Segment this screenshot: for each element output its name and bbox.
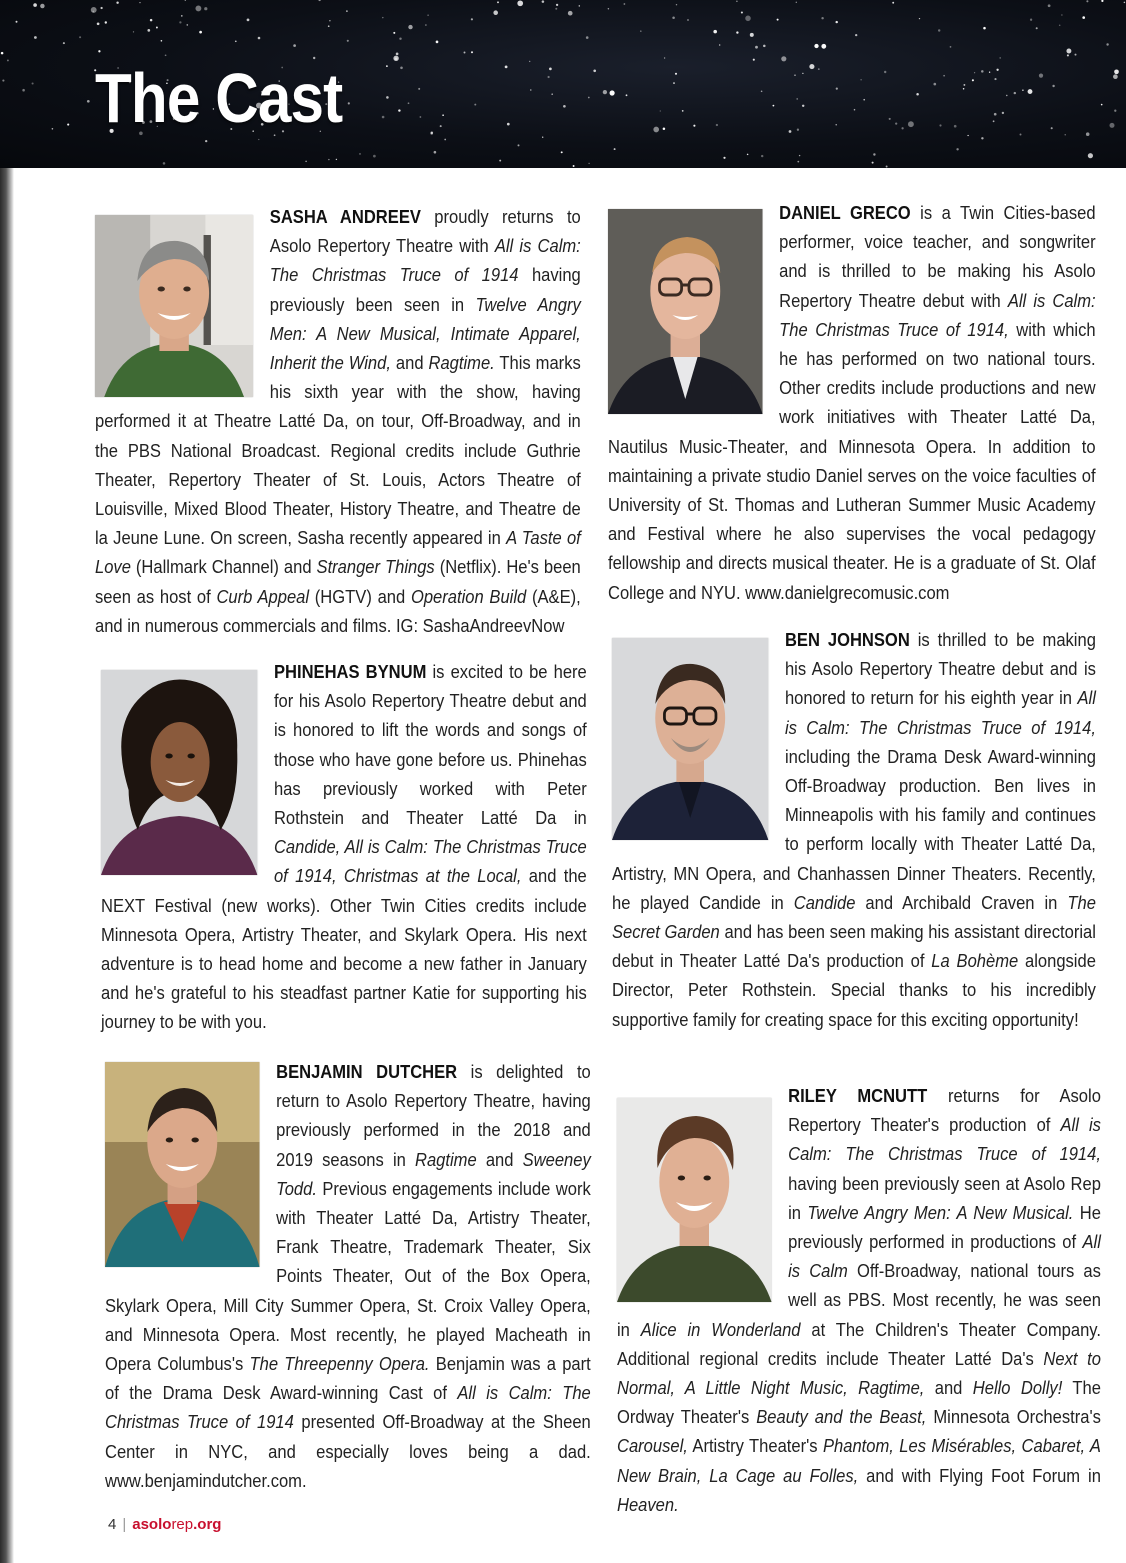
cast-bio-daniel-greco bbox=[608, 199, 1096, 608]
bio-text: and has been seen making his assistant directorial debut in Theater Latté Da's production of bbox=[612, 922, 1096, 972]
headshot-phinehas-bynum bbox=[101, 670, 257, 875]
work-title: All is Calm: The Christmas Truce of 1914 bbox=[105, 1383, 591, 1433]
bio-text: The Ordway Theater's bbox=[617, 1378, 1101, 1428]
headshot-ben-johnson bbox=[612, 638, 768, 840]
bio-text: (Netflix). He's been seen as host of bbox=[95, 557, 581, 607]
bio-text: is a Twin Cities-based performer, voice teacher, and songwriter and is thrilled to be making his Asolo Repertory Theatre debut with bbox=[779, 203, 1096, 311]
bio-text: and Archibald Craven in bbox=[855, 892, 1068, 913]
work-title: Hello Dolly! bbox=[972, 1378, 1063, 1399]
header-banner bbox=[0, 0, 1126, 168]
work-title: Next to Normal, A Little Night Music, Ragtime, bbox=[617, 1348, 1101, 1399]
cast-bio-phinehas-bynum bbox=[101, 658, 587, 1038]
cast-name: DANIEL GRECO bbox=[779, 203, 911, 223]
cast-name: BENJAMIN DUTCHER bbox=[276, 1062, 458, 1082]
bio-text: with which he has performed on two national tours. Other credits include productions and new work initiatives with Theater Latté Da, Nautilus Music-Theater, and Minnesota Opera. In addition to maintaining a private studio Daniel serves on the voice faculties of University of St. Thomas and Lutheran Summer Music Academy and Festival where he also supervises the vocal pedagogy fellowship and directs musical theater. He is a graduate of St. Olaf College and NYU. www.danielgrecomusic.com bbox=[608, 319, 1096, 603]
bio-text: is thrilled to be making his Asolo Repertory Theatre debut and is honored to return for his eighth year in bbox=[784, 630, 1096, 709]
work-title: All is Calm: The Christmas Truce of 1914, bbox=[788, 1115, 1101, 1165]
cast-bio-riley-mcnutt bbox=[617, 1082, 1101, 1520]
cast-bio-ben-johnson bbox=[612, 626, 1096, 1035]
bio-text: returns for Asolo Repertory Theater's production of bbox=[788, 1086, 1101, 1136]
bio-text: having been previously seen at Asolo Rep in bbox=[788, 1173, 1101, 1223]
bio-text: including the Drama Desk Award-winning Off-Broadway production. Ben lives in Minneapolis with his family and continues to perform locally with Theater Latté Da, Artistry, MN Opera, and Chanhassen Dinner Theaters. Recently, he played Candide in bbox=[612, 746, 1096, 913]
headshot-sasha-andreev bbox=[95, 215, 253, 397]
work-title: All is Calm: The Christmas Truce of 1914 bbox=[269, 236, 581, 286]
bio-text: (A&E), and in numerous commercials and films. IG: SashaAndreevNow bbox=[95, 586, 581, 636]
work-title: A Taste of Love bbox=[95, 528, 581, 578]
bio-text: and the NEXT Festival (new works). Other Twin Cities credits include Minnesota Opera, Artistry Theater, and Skylark Opera. His next adventure is to head home and become a new father in January and he's grateful to his steadfast partner Katie for supporting his journey to be with you. bbox=[101, 866, 587, 1033]
bio-text: Previous engagements include work with Theater Latté Da, Artistry Theater, Frank Theatre, Trademark Theater, Six Points Theater, Out of the Box Opera, Skylark Opera, Mill City Summer Opera, St. Croix Valley Opera, and Minnesota Opera. Most recently, he played Macheath in Opera Columbus's bbox=[105, 1178, 591, 1375]
work-title: Curb Appeal bbox=[216, 586, 310, 607]
work-title: La Bohème bbox=[931, 951, 1019, 972]
bio-text: and bbox=[476, 1149, 523, 1170]
page-binding-edge bbox=[0, 168, 14, 1563]
page-title: The Cast bbox=[95, 59, 343, 137]
work-title: Heaven. bbox=[617, 1494, 679, 1515]
footer-brand-asolo: asolo bbox=[132, 1516, 172, 1533]
bio-text: is delighted to return to Asolo Repertory Theatre, having previously performed in the 2018 and 2019 seasons in bbox=[276, 1062, 591, 1170]
bio-text: Benjamin was a part of the Drama Desk Award-winning Cast of bbox=[105, 1354, 591, 1404]
page-footer bbox=[108, 1516, 221, 1533]
bio-text: and with Flying Foot Forum in bbox=[858, 1465, 1101, 1486]
headshot-daniel-greco bbox=[608, 209, 763, 414]
bio-text: proudly returns to Asolo Repertory Theatre with bbox=[269, 207, 581, 257]
bio-text: and bbox=[924, 1378, 973, 1399]
work-title: Sweeney Todd. bbox=[276, 1149, 591, 1199]
cast-bio-benjamin-dutcher bbox=[105, 1058, 591, 1496]
work-title: Ragtime. bbox=[428, 353, 495, 374]
work-title: Phantom, Les Misérables, Cabaret, A New Brain, La Cage au Folles, bbox=[617, 1436, 1101, 1486]
bio-text: is excited to be here for his Asolo Repertory Theatre debut and is honored to lift the words and songs of those who have gone before us. Phinehas has previously worked with Peter Rothstein and Theater Latté Da in bbox=[273, 662, 587, 829]
cast-name: PHINEHAS BYNUM bbox=[273, 662, 427, 682]
bio-text: having previously been seen in bbox=[269, 265, 581, 315]
work-title: Carousel, bbox=[617, 1436, 688, 1457]
footer-separator: | bbox=[122, 1516, 127, 1533]
bio-text: (Hallmark Channel) and bbox=[130, 557, 317, 578]
bio-text: Off-Broadway, national tours as well as PBS. Most recently, he was seen in bbox=[617, 1261, 1101, 1340]
work-title: The Secret Garden bbox=[612, 892, 1096, 943]
page-number: 4 bbox=[108, 1516, 117, 1533]
cast-bio-sasha-andreev bbox=[95, 203, 581, 641]
cast-name: SASHA ANDREEV bbox=[269, 207, 421, 227]
bio-text: Artistry Theater's bbox=[687, 1436, 823, 1457]
bio-text: alongside Director, Peter Rothstein. Special thanks to his incredibly supportive family for creating space for this exciting opportunity! bbox=[612, 951, 1096, 1030]
headshot-riley-mcnutt bbox=[617, 1098, 772, 1302]
cast-name: BEN JOHNSON bbox=[784, 630, 910, 650]
work-title: Stranger Things bbox=[316, 557, 435, 578]
cast-name: RILEY MCNUTT bbox=[788, 1086, 928, 1106]
work-title: Twelve Angry Men: A New Musical. bbox=[807, 1202, 1074, 1223]
headshot-benjamin-dutcher bbox=[105, 1062, 260, 1267]
work-title: The Threepenny Opera. bbox=[249, 1354, 430, 1375]
work-title: Candide, All is Calm: The Christmas Truce of 1914, Christmas at the Local, bbox=[273, 837, 587, 887]
work-title: All is Calm: The Christmas Truce of 1914, bbox=[779, 290, 1096, 340]
bio-text: and bbox=[390, 353, 429, 374]
work-title: Candide bbox=[793, 892, 856, 913]
work-title: Alice in Wonderland bbox=[640, 1319, 801, 1340]
footer-brand-org: .org bbox=[193, 1516, 222, 1533]
work-title: Beauty and the Beast, bbox=[756, 1407, 927, 1428]
bio-text: at The Children's Theater Company. Additional regional credits include Theater Latté Da's bbox=[617, 1319, 1101, 1369]
bio-text: Minnesota Orchestra's bbox=[926, 1407, 1101, 1428]
bio-text: He previously performed in productions of bbox=[788, 1202, 1101, 1253]
bio-text: (HGTV) and bbox=[309, 586, 411, 607]
work-title: Ragtime bbox=[414, 1149, 477, 1170]
work-title: Operation Build bbox=[410, 586, 527, 607]
work-title: Twelve Angry Men: A New Musical, Intimate Apparel, Inherit the Wind, bbox=[269, 294, 581, 374]
work-title: All is Calm: The Christmas Truce of 1914, bbox=[784, 688, 1096, 738]
work-title: All is Calm bbox=[788, 1232, 1101, 1282]
bio-text: This marks his sixth year with the show, having performed it at Theatre Latté Da, on tour, Off-Broadway, and in the PBS National Broadcast. Regional credits include Guthrie Theater, Repertory Theater of St. Louis, Actors Theatre of Louisville, Mixed Blood Theater, History Theatre, and Theatre de la Jeune Lune. On screen, Sasha recently appeared in bbox=[95, 353, 581, 549]
bio-text: presented Off-Broadway at the Sheen Center in NYC, and especially loves being a dad. www.benjamindutcher.com. bbox=[105, 1412, 591, 1491]
footer-brand-rep: rep bbox=[171, 1516, 194, 1533]
